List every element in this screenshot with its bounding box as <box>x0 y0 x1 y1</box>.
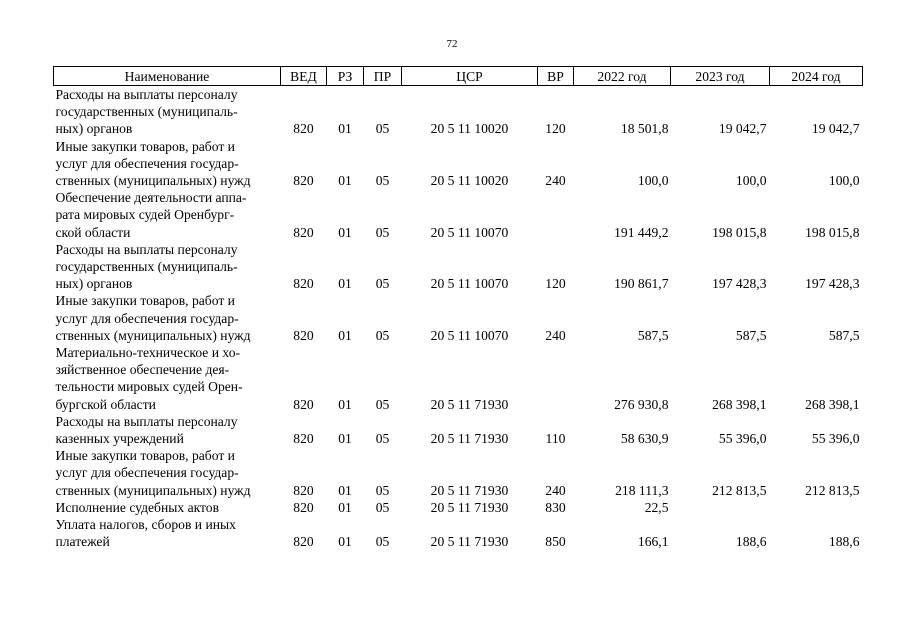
cell-2024: 587,5 <box>828 327 860 343</box>
cell-name-line: казенных учреждений <box>55 431 184 447</box>
cell-2024: 198 015,8 <box>805 224 860 240</box>
header-csr: ЦСР <box>402 67 538 86</box>
cell-2022: 18 501,8 <box>620 121 669 137</box>
cell-2022: 58 630,9 <box>620 431 669 447</box>
cell-name-line: Исполнение судебных актов <box>55 499 220 515</box>
table-row <box>54 447 863 499</box>
table-row <box>54 344 863 413</box>
table-row <box>54 86 863 138</box>
cell-name-line: услуг для обеспечения государ- <box>55 155 239 171</box>
cell-vr: 240 <box>545 482 566 498</box>
cell-vr <box>538 344 574 413</box>
cell-2022: 218 111,3 <box>615 482 669 498</box>
cell-2023: 198 015,8 <box>712 224 767 240</box>
cell-vr: 120 <box>545 121 566 137</box>
cell-name <box>54 344 281 413</box>
cell-name-line: тельности мировых судей Орен- <box>55 379 243 395</box>
cell-2024: 100,0 <box>828 173 860 189</box>
cell-csr: 20 5 11 10020 <box>430 173 509 189</box>
cell-name-line: Материально-техническое и хо- <box>55 345 241 361</box>
cell-2022: 100,0 <box>637 173 669 189</box>
cell-name-line: платежей <box>55 534 110 550</box>
cell-2023: 268 398,1 <box>712 396 767 412</box>
cell-name-line: Уплата налогов, сборов и иных <box>55 517 236 533</box>
cell-csr: 20 5 11 71930 <box>430 482 509 498</box>
budget-table <box>53 66 863 550</box>
cell-pr: 05 <box>375 224 390 240</box>
cell-2023 <box>671 499 770 516</box>
cell-ved: 820 <box>293 224 314 240</box>
cell-rz: 01 <box>338 173 352 189</box>
cell-name-line: ственных (муниципальных) нужд <box>55 327 251 343</box>
cell-pr: 05 <box>375 499 390 515</box>
cell-2023: 587,5 <box>735 327 767 343</box>
cell-name-line: рата мировых судей Оренбург- <box>55 207 235 223</box>
cell-name-line: Иные закупки товаров, работ и <box>55 293 235 309</box>
header-2023: 2023 год <box>671 67 770 86</box>
header-name: Наименование <box>54 67 281 86</box>
cell-csr: 20 5 11 71930 <box>430 396 509 412</box>
cell-ved: 820 <box>293 534 314 550</box>
cell-vr: 110 <box>545 431 566 447</box>
table-row <box>54 499 863 516</box>
cell-ved: 820 <box>293 396 314 412</box>
cell-name-line: ственных (муниципальных) нужд <box>55 482 251 498</box>
cell-csr: 20 5 11 71930 <box>430 499 509 515</box>
cell-pr: 05 <box>375 534 390 550</box>
cell-2023: 55 396,0 <box>718 431 767 447</box>
cell-2024: 19 042,7 <box>811 121 860 137</box>
table-header <box>54 67 863 86</box>
cell-name <box>54 138 281 190</box>
cell-name-line: Расходы на выплаты персоналу <box>55 413 238 429</box>
cell-csr: 20 5 11 10070 <box>430 327 509 343</box>
cell-name-line: ных) органов <box>55 276 133 292</box>
cell-pr: 05 <box>375 431 390 447</box>
cell-name-line: государственных (муниципаль- <box>55 104 238 120</box>
header-ved: ВЕД <box>281 67 327 86</box>
cell-ved: 820 <box>293 276 314 292</box>
cell-vr: 240 <box>545 173 566 189</box>
cell-rz: 01 <box>338 482 352 498</box>
cell-pr: 05 <box>375 121 390 137</box>
cell-ved: 820 <box>293 482 314 498</box>
cell-pr: 05 <box>375 276 390 292</box>
cell-name-line: зяйственное обеспечение дея- <box>55 362 230 378</box>
cell-ved: 820 <box>293 327 314 343</box>
cell-2022: 587,5 <box>637 327 669 343</box>
cell-rz: 01 <box>338 396 352 412</box>
cell-2022: 191 449,2 <box>614 224 669 240</box>
cell-2024: 55 396,0 <box>811 431 860 447</box>
cell-rz: 01 <box>338 121 352 137</box>
cell-ved: 820 <box>293 431 314 447</box>
table-row <box>54 241 863 293</box>
cell-ved: 820 <box>293 499 314 515</box>
cell-name-line: Обеспечение деятельности аппа- <box>55 190 247 206</box>
cell-name <box>54 413 281 447</box>
cell-csr: 20 5 11 71930 <box>430 534 509 550</box>
cell-pr: 05 <box>375 396 390 412</box>
cell-name-line: ской области <box>55 224 131 240</box>
table-row <box>54 292 863 344</box>
header-2022: 2022 год <box>574 67 671 86</box>
cell-2024: 212 813,5 <box>805 482 860 498</box>
cell-name-line: Иные закупки товаров, работ и <box>55 138 235 154</box>
cell-pr: 05 <box>375 173 390 189</box>
table-row <box>54 413 863 447</box>
table-body <box>54 86 863 551</box>
cell-name-line: Иные закупки товаров, работ и <box>55 448 235 464</box>
cell-2022: 276 930,8 <box>614 396 669 412</box>
page-number: 72 <box>446 38 458 50</box>
cell-csr: 20 5 11 10070 <box>430 224 509 240</box>
cell-rz: 01 <box>338 431 352 447</box>
header-pr: ПР <box>364 67 402 86</box>
cell-2024: 268 398,1 <box>805 396 860 412</box>
cell-vr <box>538 189 574 241</box>
cell-name <box>54 189 281 241</box>
table-row <box>54 516 863 550</box>
cell-name <box>54 516 281 550</box>
cell-rz: 01 <box>338 327 352 343</box>
cell-vr: 240 <box>545 327 566 343</box>
cell-name-line: ных) органов <box>55 121 133 137</box>
cell-name-line: бургской области <box>55 396 156 412</box>
cell-name-line: услуг для обеспечения государ- <box>55 465 239 481</box>
cell-2022: 166,1 <box>637 534 669 550</box>
cell-name <box>54 499 281 516</box>
table-row <box>54 189 863 241</box>
cell-2024: 197 428,3 <box>805 276 860 292</box>
cell-rz: 01 <box>338 534 352 550</box>
cell-2023: 100,0 <box>735 173 767 189</box>
cell-name-line: Расходы на выплаты персоналу <box>55 241 238 257</box>
cell-csr: 20 5 11 71930 <box>430 431 509 447</box>
header-vr: ВР <box>538 67 574 86</box>
cell-pr: 05 <box>375 482 390 498</box>
header-2024: 2024 год <box>770 67 863 86</box>
cell-csr: 20 5 11 10070 <box>430 276 509 292</box>
header-row <box>54 67 863 86</box>
cell-rz: 01 <box>338 499 352 515</box>
cell-name-line: государственных (муниципаль- <box>55 259 238 275</box>
cell-2023: 212 813,5 <box>712 482 767 498</box>
cell-2022: 190 861,7 <box>614 276 669 292</box>
cell-rz: 01 <box>338 276 352 292</box>
cell-name-line: ственных (муниципальных) нужд <box>55 173 251 189</box>
cell-2023: 188,6 <box>735 534 767 550</box>
cell-vr: 120 <box>545 276 566 292</box>
cell-name <box>54 292 281 344</box>
header-rz: РЗ <box>327 67 364 86</box>
cell-ved: 820 <box>293 121 314 137</box>
cell-name <box>54 447 281 499</box>
cell-rz: 01 <box>338 224 352 240</box>
cell-name-line: услуг для обеспечения государ- <box>55 310 239 326</box>
cell-2024: 188,6 <box>828 534 860 550</box>
cell-vr: 830 <box>545 499 566 515</box>
cell-2023: 197 428,3 <box>712 276 767 292</box>
cell-csr: 20 5 11 10020 <box>430 121 509 137</box>
cell-name-line: Расходы на выплаты персоналу <box>55 87 238 102</box>
cell-pr: 05 <box>375 327 390 343</box>
cell-2024 <box>770 499 863 516</box>
cell-2022: 22,5 <box>644 499 669 515</box>
cell-ved: 820 <box>293 173 314 189</box>
cell-vr: 850 <box>545 534 566 550</box>
table-row <box>54 138 863 190</box>
cell-name <box>54 86 281 138</box>
cell-2023: 19 042,7 <box>718 121 767 137</box>
cell-name <box>54 241 281 293</box>
